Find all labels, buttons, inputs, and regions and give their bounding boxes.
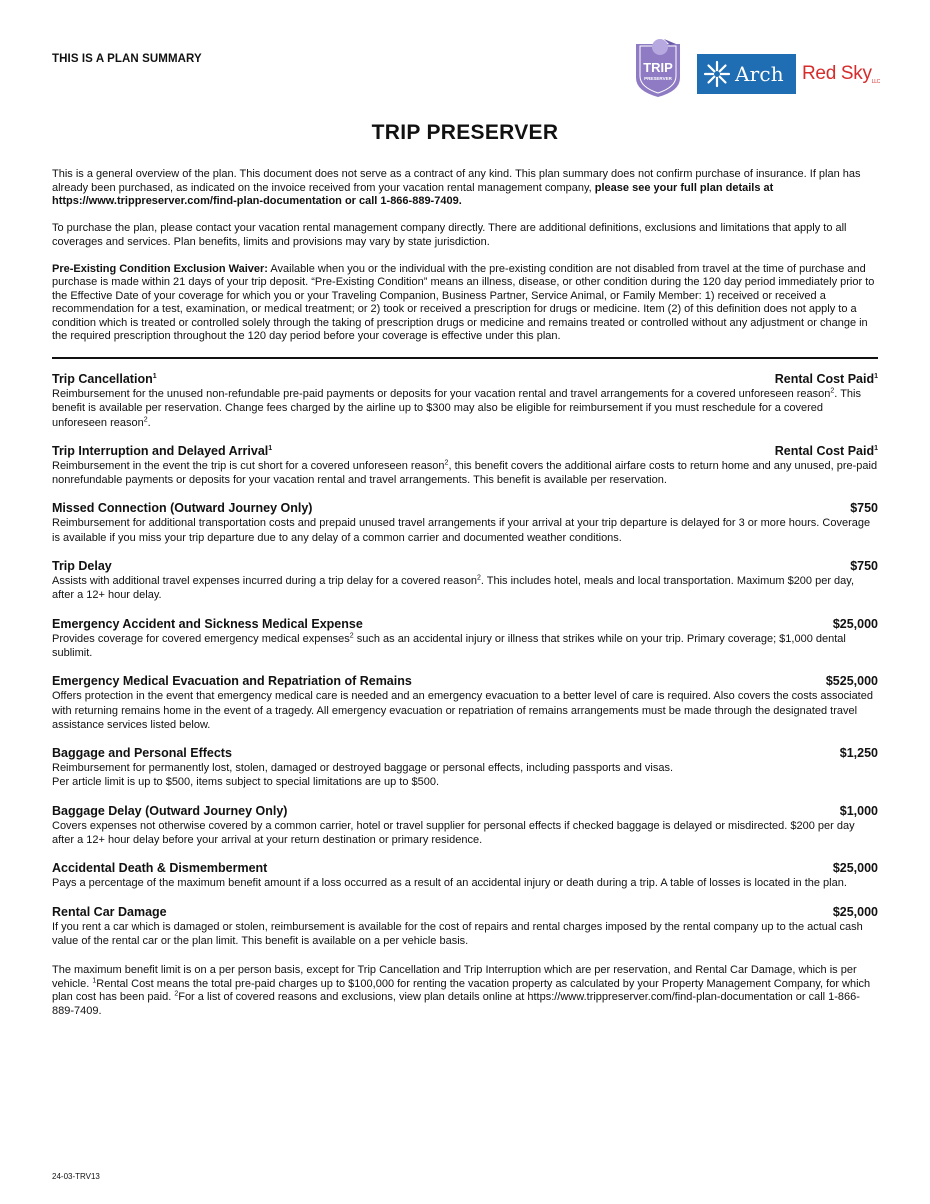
benefit-amount-wrap: [850, 501, 878, 516]
benefit-item: [52, 905, 878, 949]
benefit-name-sup: 1: [152, 372, 157, 380]
benefit-amount: $1,250: [839, 746, 878, 761]
redsky-tm: LLC: [871, 79, 880, 85]
benefit-name-sup: 1: [268, 444, 273, 452]
benefit-desc-sup: 2: [444, 459, 449, 467]
benefit-name-wrap: [52, 746, 232, 761]
benefit-amount-wrap: [775, 444, 878, 459]
benefit-desc-text: Reimbursement in the event the trip is cut short for a covered unforeseen reason: [52, 459, 445, 472]
benefit-desc-text: such as an accidental injury or illness that strikes while on your trip. Primary coverage; $1,000 dental sublimit.: [52, 632, 846, 659]
trip-preserver-logo: [630, 36, 686, 98]
trip-badge-line2: PRESERVER: [644, 76, 672, 81]
benefit-amount: Rental Cost Paid: [774, 443, 875, 458]
benefit-amount-wrap: [833, 905, 878, 920]
benefit-name: Emergency Medical Evacuation and Repatriation of Remains: [52, 674, 412, 689]
benefit-amount-wrap: [833, 861, 878, 876]
benefit-amount-wrap: [775, 372, 878, 387]
benefit-description: [52, 689, 878, 732]
benefit-name: Baggage Delay (Outward Journey Only): [52, 803, 288, 818]
benefit-desc-sup: 2: [143, 415, 148, 423]
arch-logo-text: Arch: [735, 62, 784, 86]
benefit-desc-text: Per article limit is up to $500, items subject to special limitations are up to $500.: [52, 776, 440, 789]
benefit-header: [52, 746, 878, 761]
arch-star-icon: [702, 59, 732, 89]
footer-sup-2: 2: [174, 990, 179, 998]
section-divider: [52, 357, 878, 359]
benefit-amount: Rental Cost Paid: [774, 372, 875, 386]
benefit-desc-text: . This benefit is available per reservation. Change fees charged by the airline up to $300 may also be eligible for reimbursement if you must reschedule for a covered unforeseen reason: [52, 388, 861, 429]
page-title: TRIP PRESERVER: [371, 121, 559, 144]
benefit-desc-text: .: [147, 416, 151, 429]
benefit-amount: $750: [850, 559, 878, 574]
intro-paragraph-1: [52, 168, 878, 209]
benefit-header: [52, 674, 878, 689]
benefit-name-wrap: [52, 444, 272, 459]
benefit-desc-text: , this benefit covers the additional airfare costs to return home and any unused, pre-paid nonrefundable payments or deposits for your vacation rental and travel arrangements. This benefit is available per reservation.: [52, 459, 878, 487]
benefit-description: [52, 819, 878, 848]
redsky-logo: [802, 63, 880, 85]
benefit-description: [52, 632, 878, 661]
logo-group: [630, 36, 880, 98]
benefit-name: Missed Connection (Outward Journey Only): [52, 501, 313, 516]
benefit-amount-wrap: [850, 559, 878, 574]
benefit-item: [52, 746, 878, 790]
benefit-header: [52, 444, 878, 459]
benefit-item: [52, 617, 878, 661]
benefit-header: [52, 861, 878, 876]
plan-summary-label: THIS IS A PLAN SUMMARY: [52, 53, 202, 65]
document-body: [52, 168, 878, 1018]
benefit-amount: $525,000: [825, 674, 878, 689]
redsky-logo-text: Red Sky: [802, 63, 872, 84]
benefit-header: [52, 559, 878, 574]
intro-paragraph-2: To purchase the plan, please contact your vacation rental management company directly. There are additional definitions, exclusions and limitations that apply to all coverages and services. Plan benefits, limits and provisions may vary by state jurisdiction.: [52, 222, 847, 248]
benefit-desc-text: Offers protection in the event that emergency medical care is needed and an emergency evacuation to a better level of care is required. Also covers the costs associated with returning remains home in the event of a tragedy. All emergency evacuation or repatriation of remains arrangements must be made through the designated travel assistance services listed below.: [52, 690, 873, 731]
benefit-desc-text: . This includes hotel, meals and local transportation. Maximum $200 per day, after a 12+ hour delay.: [52, 575, 855, 602]
benefit-name-wrap: [52, 617, 363, 632]
benefit-name-wrap: [52, 559, 112, 574]
benefit-amount-sup: 1: [874, 372, 878, 380]
benefit-desc-text: Provides coverage for covered emergency medical expenses: [52, 632, 350, 645]
benefit-header: [52, 617, 878, 632]
pre-existing-text: Available when you or the individual with the pre-existing condition are not disabled from travel at the time of purchase and purchase is made within 21 days of your trip deposit. “Pre-Existing Condition” means an illness, disease, or other condition during the 120 day period immediately prior to the Effective Date of your coverage for which you or your Traveling Companion, Business Partner, Service Animal, or Family Member: 1) received or received a recommendation for a test, examination, or medical treatment; or 2) took or received a prescription for drugs or medicine. Item (2) of this definition does not apply to a condition which is treated or controlled solely through the taking of prescription drugs or medicine and remains treated or controlled without any adjustment or change in the required prescription throughout the 120 day period before your coverage is effective under this plan.: [52, 262, 875, 342]
footer-text-a: The maximum benefit limit is on a per person basis, except for Trip Cancellation and Trip Interruption which are per reservation, and Rental Car Damage, which is per vehicle.: [52, 964, 857, 990]
benefit-name-wrap: [52, 501, 312, 516]
benefit-desc-sup: 2: [349, 632, 354, 640]
benefit-header: [52, 501, 878, 516]
benefit-name-wrap: [52, 804, 287, 819]
benefit-amount-wrap: [840, 746, 878, 761]
benefit-item: [52, 501, 878, 545]
intro-p1-text: This is a general overview of the plan. This document does not serve as a contract of any kind. This plan summary does not confirm purchase of insurance. If plan has already been purchased, as indicated on the invoice received from your vacation rental management company,: [52, 168, 861, 194]
footer-note: [52, 964, 878, 1018]
benefit-header: [52, 905, 878, 920]
benefit-name-wrap: [52, 674, 412, 689]
benefit-desc-text: If you rent a car which is damaged or stolen, reimbursement is available for the cost of repairs and rental charges imposed by the rental company up to the actual cash value of the rental car or the plan limit. This benefit is available on a per vehicle basis.: [52, 920, 863, 947]
benefit-amount-sup: 1: [874, 444, 878, 452]
benefit-desc-text: Assists with additional travel expenses incurred during a trip delay for a covered reason: [52, 575, 477, 588]
benefit-name: Accidental Death & Dismemberment: [52, 861, 268, 876]
benefits-list: [52, 372, 878, 948]
benefit-desc-text: Reimbursement for permanently lost, stolen, damaged or destroyed baggage or personal effects, including passports and visas.: [52, 762, 674, 775]
benefit-desc-text: Covers expenses not otherwise covered by a common carrier, hotel or travel supplier for personal effects if checked baggage is delayed or misdirected. $200 per day after a 12+ hour delay before your arrival at your return destination or primary residence.: [52, 819, 855, 847]
benefit-description: [52, 459, 878, 488]
benefit-name: Baggage and Personal Effects: [52, 746, 232, 761]
benefit-description: [52, 516, 878, 545]
benefit-amount: $1,000: [839, 803, 878, 818]
benefit-desc-text: Pays a percentage of the maximum benefit amount if a loss occurred as a result of an accidental injury or death during a trip. A table of losses is located in the plan.: [52, 877, 847, 890]
benefit-name: Trip Interruption and Delayed Arrival: [52, 443, 269, 458]
benefit-desc-sup: 2: [476, 574, 481, 582]
trip-badge-line1: TRIP: [643, 60, 673, 75]
benefit-amount: $750: [850, 501, 878, 516]
footer-text-b: Rental Cost means the total pre-paid charges up to $100,000 for renting the vacation property as calculated by your Property Management Company, for which plan cost has been paid.: [52, 977, 871, 1004]
intro-p1-bold: please see your full plan details at https://www.trippreserver.com/find-plan-documentation or call 1-866-889-7409.: [52, 181, 774, 207]
benefit-item: [52, 674, 878, 732]
benefit-amount: $25,000: [832, 861, 878, 876]
benefit-desc-text: Reimbursement for the unused non-refundable pre-paid payments or deposits for your vacation rental and travel arrangements for a covered unforeseen reason: [52, 388, 831, 400]
benefit-item: [52, 861, 878, 890]
benefit-item: [52, 559, 878, 603]
benefit-name: Rental Car Damage: [52, 904, 167, 919]
benefit-description: [52, 920, 878, 949]
benefit-name-wrap: [52, 372, 157, 387]
benefit-description: [52, 761, 878, 790]
pre-existing-condition-paragraph: [52, 263, 878, 344]
footer-sup-1: 1: [92, 977, 97, 985]
document-code: 24-03-TRV13: [52, 1172, 100, 1181]
benefit-header: [52, 804, 878, 819]
benefit-description: [52, 387, 878, 430]
benefit-amount-wrap: [833, 617, 878, 632]
benefit-description: [52, 876, 878, 890]
benefit-name: Trip Cancellation: [52, 372, 153, 386]
benefit-name-wrap: [52, 905, 167, 920]
benefit-amount-wrap: [826, 674, 878, 689]
benefit-amount: $25,000: [832, 904, 878, 919]
benefit-name: Emergency Accident and Sickness Medical Expense: [52, 616, 363, 631]
benefit-item: [52, 372, 878, 430]
arch-logo: [697, 54, 796, 94]
benefit-desc-sup: 2: [830, 387, 835, 395]
pre-existing-heading: Pre-Existing Condition Exclusion Waiver:: [52, 262, 268, 275]
benefit-description: [52, 574, 878, 603]
benefit-amount: $25,000: [832, 616, 878, 631]
benefit-name-wrap: [52, 861, 267, 876]
benefit-amount-wrap: [840, 804, 878, 819]
benefit-desc-text: Reimbursement for additional transportation costs and prepaid unused travel arrangements if your arrival at your trip departure is delayed for 3 or more hours. Coverage is available if you miss your trip departure due to any delay of a common carrier and documented weather conditions.: [52, 517, 871, 544]
benefit-item: [52, 444, 878, 488]
footer-text-c: For a list of covered reasons and exclusions, view plan details online at https://www.trippreserver.com/find-plan-documentation or call 1-866-889-7409.: [52, 991, 860, 1017]
benefit-item: [52, 804, 878, 848]
benefit-header: [52, 372, 878, 387]
benefit-name: Trip Delay: [52, 559, 112, 574]
